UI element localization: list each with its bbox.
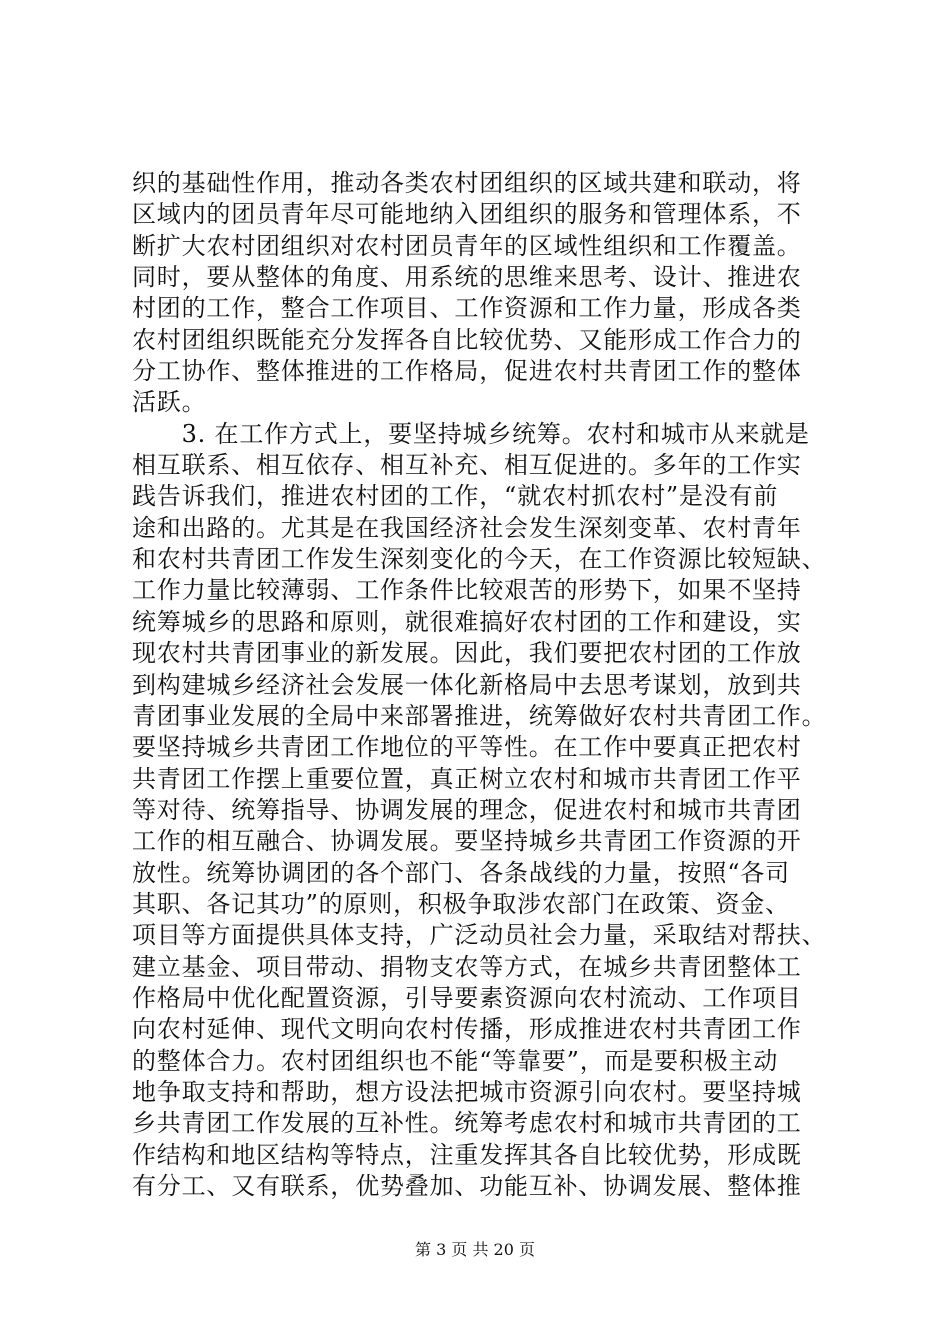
text-line: 到构建城乡经济社会发展一体化新格局中去思考谋划，放到共	[132, 670, 802, 699]
text-line: 乡共青团工作发展的互补性。统筹考虑农村和城市共青团的工	[132, 1109, 802, 1138]
text-line: 放性。统筹协调团的各个部门、各条战线的力量，按照“各司	[132, 858, 790, 887]
text-line: 的整体合力。农村团组织也不能“等靠要”，而是要积极主动	[132, 1046, 779, 1075]
text-line: 要坚持城乡共青团工作地位的平等性。在工作中要真正把农村	[132, 733, 802, 762]
text-line: 断扩大农村团组织对农村团员青年的区域性组织和工作覆盖。	[132, 231, 802, 260]
text-line: 作格局中优化配置资源，引导要素资源向农村流动、工作项目	[132, 983, 802, 1012]
text-line: 践告诉我们，推进农村团的工作，“就农村抓农村”是没有前	[132, 482, 779, 511]
text-line: 共青团工作摆上重要位置，真正树立农村和城市共青团工作平	[132, 764, 802, 793]
text-line: 途和出路的。尤其是在我国经济社会发生深刻变革、农村青年	[132, 513, 802, 542]
text-line: 项目等方面提供具体支持，广泛动员社会力量，采取结对帮扶、	[132, 921, 827, 950]
text-line: 现农村共青团事业的新发展。因此，我们要把农村团的工作放	[132, 639, 802, 668]
text-line: 等对待、统筹指导、协调发展的理念，促进农村和城市共青团	[132, 795, 802, 824]
text-line: 其职、各记其功”的原则，积极争取涉农部门在政策、资金、	[132, 889, 790, 918]
text-line: 和农村共青团工作发生深刻变化的今天，在工作资源比较短缺、	[132, 545, 827, 574]
text-line: 建立基金、项目带动、捐物支农等方式，在城乡共青团整体工	[132, 952, 802, 981]
page-footer: 第 3 页 共 20 页	[415, 1240, 535, 1259]
text-line: 工作力量比较薄弱、工作条件比较艰苦的形势下，如果不坚持	[132, 576, 802, 605]
text-line: 向农村延伸、现代文明向农村传播，形成推进农村共青团工作	[132, 1015, 802, 1044]
body-text	[132, 168, 832, 1202]
text-line: 农村团组织既能充分发挥各自比较优势、又能形成工作合力的	[132, 325, 802, 354]
text-line: 作结构和地区结构等特点，注重发挥其各自比较优势，形成既	[132, 1140, 802, 1169]
text-line: 3. 在工作方式上，要坚持城乡统筹。农村和城市从来就是	[132, 419, 810, 448]
text-line: 有分工、又有联系，优势叠加、功能互补、协调发展、整体推	[132, 1172, 802, 1200]
text-line: 相互联系、相互依存、相互补充、相互促进的。多年的工作实	[132, 451, 802, 480]
text-line: 地争取支持和帮助，想方设法把城市资源引向农村。要坚持城	[132, 1077, 802, 1106]
text-line: 区域内的团员青年尽可能地纳入团组织的服务和管理体系，不	[132, 200, 802, 229]
text-line: 同时，要从整体的角度、用系统的思维来思考、设计、推进农	[132, 263, 802, 292]
text-line: 统筹城乡的思路和原则，就很难搞好农村团的工作和建设，实	[132, 607, 802, 636]
text-line: 活跃。	[132, 388, 207, 417]
text-line: 织的基础性作用，推动各类农村团组织的区域共建和联动，将	[132, 169, 802, 197]
text-line: 青团事业发展的全局中来部署推进，统筹做好农村共青团工作。	[132, 701, 827, 730]
text-line: 村团的工作，整合工作项目、工作资源和工作力量，形成各类	[132, 294, 802, 323]
text-line: 工作的相互融合、协调发展。要坚持城乡共青团工作资源的开	[132, 827, 802, 856]
text-line: 分工协作、整体推进的工作格局，促进农村共青团工作的整体	[132, 357, 802, 386]
